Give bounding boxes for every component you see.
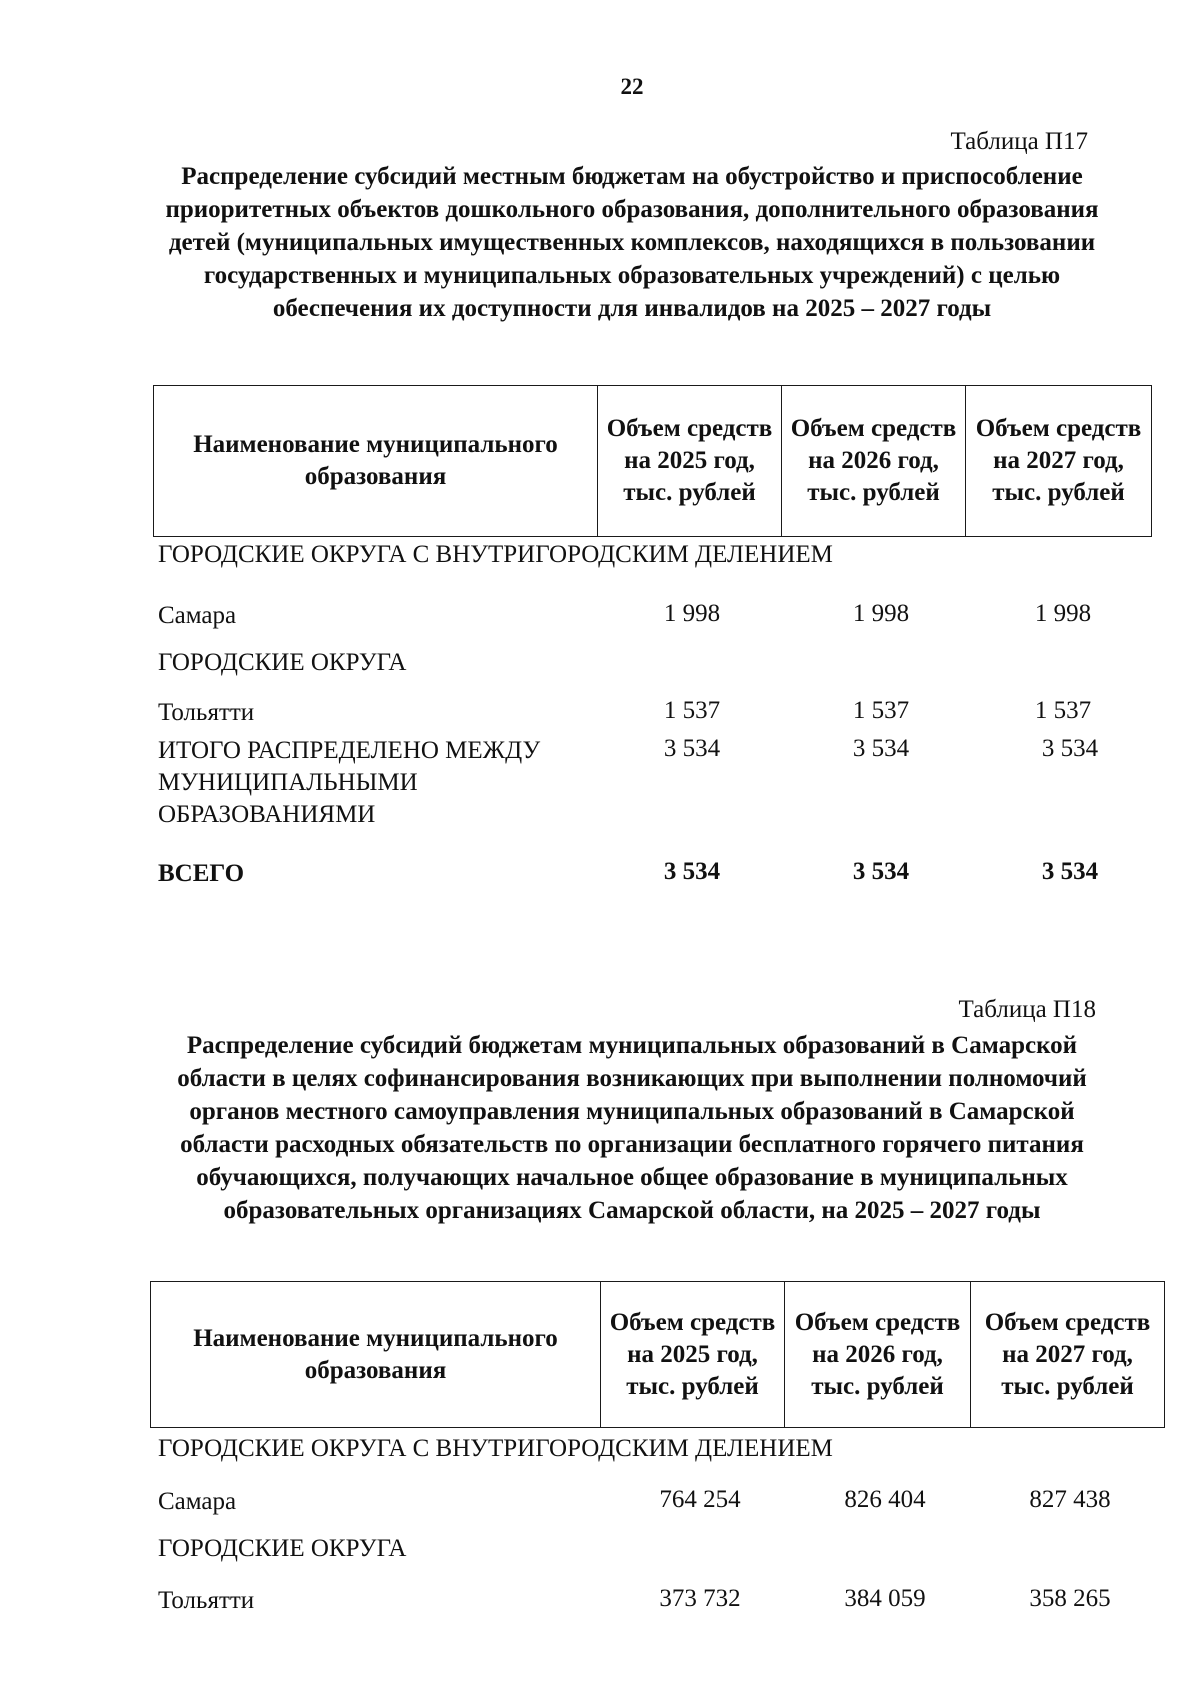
value-2025: 1 537 <box>663 697 721 724</box>
column-header-2026: Объем средств на 2026 год, тыс. рублей <box>785 1282 971 1428</box>
column-header-2025: Объем средств на 2025 год, тыс. рублей <box>601 1282 785 1428</box>
value-2026: 826 404 <box>844 1486 926 1513</box>
table-row <box>0 697 1200 737</box>
section-heading: ГОРОДСКИЕ ОКРУГА <box>158 1535 407 1562</box>
table-p17-title: Распределение субсидий местным бюджетам на обустройство и приспособление приоритетных объектов дошкольного образования, дополнительного образования детей (муниципальных имущественных комплексов, находящихся в пользовании государственных и муниципальных образовательных учреждений) с целью обеспечения их доступности для инвалидов на 2025 – 2027 годы <box>165 163 1099 322</box>
value-2027: 1 537 <box>1034 697 1092 724</box>
section-heading: ГОРОДСКИЕ ОКРУГА С ВНУТРИГОРОДСКИМ ДЕЛЕНИЕМ <box>158 1435 833 1462</box>
value-2026: 1 998 <box>852 600 910 627</box>
table-p18-header <box>150 1281 1165 1428</box>
table-row <box>0 735 1200 828</box>
row-name: Самара <box>158 602 237 629</box>
value-2027: 358 265 <box>1029 1585 1111 1612</box>
page-number: 22 <box>620 74 644 99</box>
row-name: Тольятти <box>158 699 255 726</box>
value-2027: 1 998 <box>1034 600 1092 627</box>
value-2025: 3 534 <box>663 735 721 762</box>
section-heading: ГОРОДСКИЕ ОКРУГА <box>158 649 407 676</box>
value-2026: 3 534 <box>852 858 910 885</box>
column-header-2026: Объем средств на 2026 год, тыс. рублей <box>782 386 966 537</box>
column-header-2025: Объем средств на 2025 год, тыс. рублей <box>598 386 782 537</box>
section-heading: ГОРОДСКИЕ ОКРУГА С ВНУТРИГОРОДСКИМ ДЕЛЕНИЕМ <box>158 541 833 568</box>
value-2025: 764 254 <box>659 1486 741 1513</box>
table-p17-label: Таблица П17 <box>950 128 1088 155</box>
column-header-2027: Объем средств на 2027 год, тыс. рублей <box>971 1282 1165 1428</box>
row-name: Самара <box>158 1488 237 1515</box>
table-row <box>0 600 1200 640</box>
row-name: Тольятти <box>158 1587 255 1614</box>
table-p18-label: Таблица П18 <box>958 996 1096 1023</box>
value-2026: 3 534 <box>852 735 910 762</box>
table-row <box>0 1585 1200 1625</box>
table-row <box>0 1486 1200 1526</box>
value-2027: 3 534 <box>1041 858 1099 885</box>
value-2025: 3 534 <box>663 858 721 885</box>
column-header-name: Наименование муниципального образования <box>154 386 598 537</box>
value-2026: 1 537 <box>852 697 910 724</box>
value-2025: 373 732 <box>659 1585 741 1612</box>
table-p17-header <box>153 385 1152 537</box>
row-name: ИТОГО РАСПРЕДЕЛЕНО МЕЖДУ МУНИЦИПАЛЬНЫМИ ОБРАЗОВАНИЯМИ <box>158 737 541 828</box>
column-header-2027: Объем средств на 2027 год, тыс. рублей <box>966 386 1152 537</box>
table-row-total <box>0 858 1200 898</box>
value-2027: 3 534 <box>1041 735 1099 762</box>
table-p18-title: Распределение субсидий бюджетам муниципальных образований в Самарской области в целях софинансирования возникающих при выполнении полномочий органов местного самоуправления муниципальных образований в Самарской области расходных обязательств по организации бесплатного горячего питания обучающихся, получающих начальное общее образование в муниципальных образовательных организациях Самарской области, на 2025 – 2027 годы <box>177 1032 1087 1224</box>
value-2027: 827 438 <box>1029 1486 1111 1513</box>
row-name: ВСЕГО <box>158 860 245 887</box>
value-2026: 384 059 <box>844 1585 926 1612</box>
column-header-name: Наименование муниципального образования <box>151 1282 601 1428</box>
value-2025: 1 998 <box>663 600 721 627</box>
